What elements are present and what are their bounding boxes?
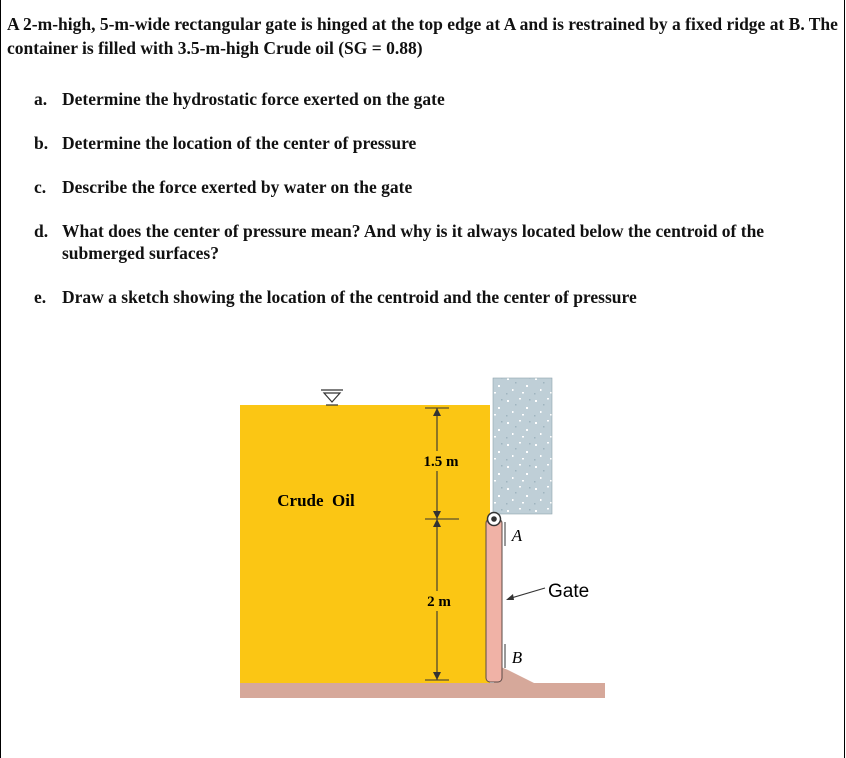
hinge-label: A bbox=[511, 526, 523, 545]
hinge-label-box bbox=[505, 522, 528, 546]
fluid-label: Crude Oil bbox=[277, 491, 355, 510]
question-letter: d. bbox=[34, 221, 49, 241]
free-surface-triangle-icon bbox=[321, 390, 343, 405]
crude-oil-region bbox=[240, 405, 490, 683]
ridge-label-box bbox=[505, 644, 528, 668]
question-letter: e. bbox=[34, 287, 47, 307]
question-letter: b. bbox=[34, 133, 49, 153]
question-text: Determine the location of the center of pressure bbox=[62, 133, 417, 153]
ridge-label: B bbox=[511, 648, 523, 667]
question-text: Describe the force exerted by water on the gate bbox=[62, 177, 413, 197]
hinge-circle-icon bbox=[488, 513, 501, 526]
dimension-lower-label: 2 m bbox=[427, 594, 451, 610]
ground-floor bbox=[240, 683, 605, 698]
gate-leader bbox=[506, 588, 545, 600]
problem-statement: A 2-m-high, 5-m-wide rectangular gate is hinged at the top edge at A and is restrained by a fixed ridge at B. The container is filled with 3.5-m-high Crude oil (SG = 0.88) bbox=[7, 14, 838, 58]
question-letter: c. bbox=[34, 177, 47, 197]
dimension-upper-label: 1.5 m bbox=[423, 454, 459, 470]
question-letter: a. bbox=[34, 89, 48, 109]
question-text: What does the center of pressure mean? And why is it always located below the centroid of the submerged surfaces? bbox=[62, 221, 765, 263]
gate-label: Gate bbox=[548, 581, 590, 602]
question-text: Determine the hydrostatic force exerted on the gate bbox=[62, 89, 445, 109]
container-wall bbox=[493, 378, 552, 514]
question-text: Draw a sketch showing the location of the centroid and the center of pressure bbox=[62, 287, 637, 307]
gate-plate bbox=[486, 519, 502, 682]
